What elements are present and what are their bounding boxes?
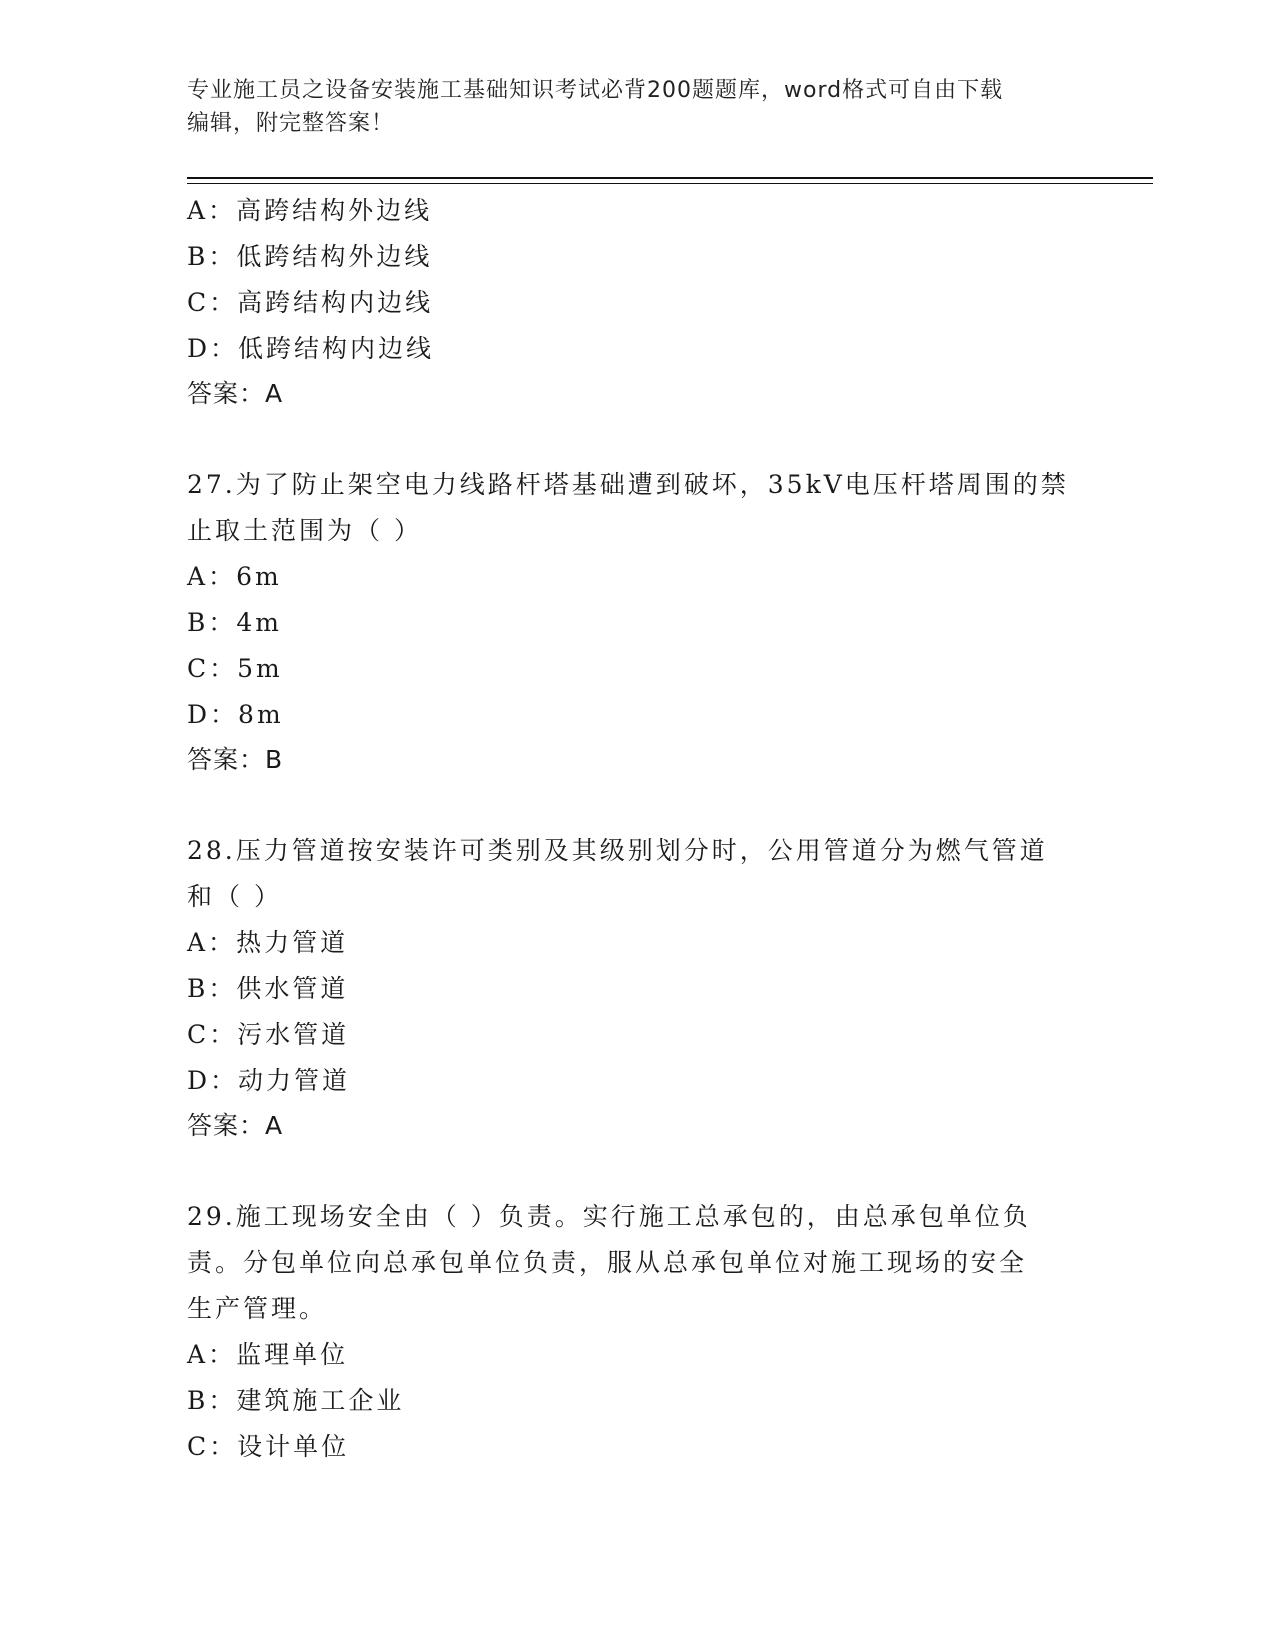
option-a: A：高跨结构外边线: [187, 196, 433, 225]
option-c: C：高跨结构内边线: [187, 288, 434, 317]
document-header: [187, 74, 1087, 140]
option-d: D：低跨结构内边线: [187, 334, 435, 363]
question-text: 29.施工现场安全由（ ）负责。实行施工总承包的，由总承包单位负 责。分包单位向总承包单位负责，服从总承包单位对施工现场的安全 生产管理。: [187, 1202, 1031, 1323]
option-c: C：设计单位: [187, 1432, 350, 1461]
option-b: B：供水管道: [187, 974, 349, 1003]
option-a: A：监理单位: [187, 1340, 349, 1369]
question-26-continued: [187, 188, 1087, 416]
answer: 答案：B: [187, 745, 284, 774]
option-c: C：5m: [187, 654, 283, 683]
option-b: B：建筑施工企业: [187, 1386, 405, 1415]
option-b: B：低跨结构外边线: [187, 242, 433, 271]
question-text: 28.压力管道按安装许可类别及其级别划分时，公用管道分为燃气管道 和（ ）: [187, 836, 1048, 911]
question-list: [187, 188, 1087, 1470]
question-29: [187, 1194, 1087, 1470]
question-28: [187, 828, 1087, 1148]
answer: 答案：A: [187, 379, 284, 408]
question-text: 27.为了防止架空电力线路杆塔基础遭到破坏，35kV电压杆塔周围的禁 止取土范围为（ ）: [187, 470, 1069, 545]
option-a: A：6m: [187, 562, 282, 591]
option-b: B：4m: [187, 608, 282, 637]
header-rule-thick: [187, 177, 1153, 179]
option-a: A：热力管道: [187, 928, 349, 957]
option-d: D：8m: [187, 700, 284, 729]
question-27: [187, 462, 1087, 782]
header-line-1: 专业施工员之设备安装施工基础知识考试必背200题题库，word格式可自由下载: [187, 78, 1004, 103]
option-c: C：污水管道: [187, 1020, 350, 1049]
header-rule-thin: [187, 183, 1153, 184]
header-line-2: 编辑，附完整答案！: [187, 111, 395, 136]
option-d: D：动力管道: [187, 1066, 351, 1095]
answer: 答案：A: [187, 1111, 284, 1140]
